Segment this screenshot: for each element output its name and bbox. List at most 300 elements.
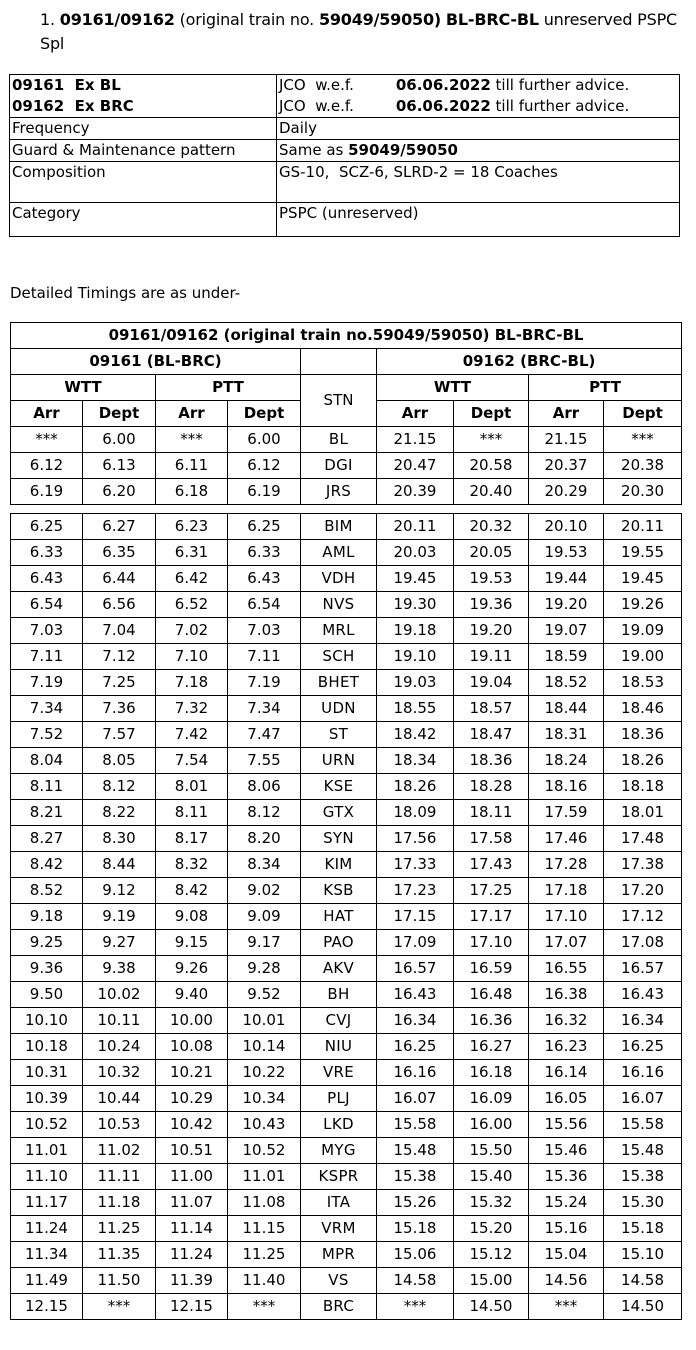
up-wtt-dept-cell: 7.57	[83, 722, 156, 748]
down-wtt-dept-cell: 16.59	[454, 956, 529, 982]
down-wtt-dept-cell: 20.40	[454, 479, 529, 505]
train-numbers: 09161/09162	[59, 10, 175, 29]
down-ptt-dept-cell: 17.48	[604, 826, 682, 852]
up-ptt-arr-cell: 7.54	[156, 748, 228, 774]
jco-tail-1: till further advice.	[495, 76, 630, 94]
up-ptt-arr-cell: 8.42	[156, 878, 228, 904]
up-ptt-dept-cell: 9.09	[228, 904, 301, 930]
down-wtt-dept-cell: 20.05	[454, 540, 529, 566]
down-ptt-dept-cell: 17.38	[604, 852, 682, 878]
down-wtt-dept-cell: 16.09	[454, 1086, 529, 1112]
down-wtt-arr-cell: 19.45	[377, 566, 454, 592]
up-ptt-dept-cell: 7.03	[228, 618, 301, 644]
up-wtt-dept-cell: 10.44	[83, 1086, 156, 1112]
up-wtt-arr-cell: 12.15	[11, 1294, 83, 1320]
station-cell: PLJ	[301, 1086, 377, 1112]
up-wtt-arr-cell: 11.01	[11, 1138, 83, 1164]
up-wtt-arr-cell: 6.25	[11, 514, 83, 540]
up-ptt-arr-cell: 6.52	[156, 592, 228, 618]
table-row	[11, 748, 682, 774]
down-ptt-dept-cell: 20.11	[604, 514, 682, 540]
station-cell: MPR	[301, 1242, 377, 1268]
down-ptt-dept-cell: 15.58	[604, 1112, 682, 1138]
down-ptt-arr-cell: 17.28	[529, 852, 604, 878]
down-ptt-arr-cell: 18.44	[529, 696, 604, 722]
station-cell: GTX	[301, 800, 377, 826]
up-wtt-arr-cell: 8.42	[11, 852, 83, 878]
down-wtt-dept-cell: 14.50	[454, 1294, 529, 1320]
down-wtt-dept-cell: 16.36	[454, 1008, 529, 1034]
down-ptt-arr-cell: 15.04	[529, 1242, 604, 1268]
down-ptt-dept-cell: 19.09	[604, 618, 682, 644]
up-wtt-dept-cell: 11.02	[83, 1138, 156, 1164]
guard-prefix: Same as	[279, 141, 344, 159]
station-cell: LKD	[301, 1112, 377, 1138]
up-wtt-dept-cell: 8.44	[83, 852, 156, 878]
arr-header: Arr	[11, 401, 83, 427]
down-ptt-arr-cell: 20.10	[529, 514, 604, 540]
down-wtt-arr-cell: 19.10	[377, 644, 454, 670]
up-wtt-arr-cell: 10.39	[11, 1086, 83, 1112]
up-wtt-dept-cell: 7.12	[83, 644, 156, 670]
up-wtt-dept-cell: 6.44	[83, 566, 156, 592]
station-cell: SYN	[301, 826, 377, 852]
down-ptt-dept-cell: 18.18	[604, 774, 682, 800]
down-ptt-arr-cell: 19.07	[529, 618, 604, 644]
down-ptt-arr-cell: 14.56	[529, 1268, 604, 1294]
up-wtt-arr-cell: 7.34	[11, 696, 83, 722]
up-ptt-arr-cell: 10.08	[156, 1034, 228, 1060]
station-cell: VS	[301, 1268, 377, 1294]
arr-header: Arr	[156, 401, 228, 427]
dept-header: Dept	[83, 401, 156, 427]
down-ptt-dept-cell: 19.00	[604, 644, 682, 670]
up-wtt-dept-cell: 10.32	[83, 1060, 156, 1086]
info-table	[9, 74, 680, 237]
down-wtt-dept-cell: 19.11	[454, 644, 529, 670]
down-ptt-dept-cell: 19.55	[604, 540, 682, 566]
down-wtt-arr-cell: 15.18	[377, 1216, 454, 1242]
station-cell: KSE	[301, 774, 377, 800]
down-ptt-dept-cell: 15.18	[604, 1216, 682, 1242]
up-ptt-arr-cell: 10.51	[156, 1138, 228, 1164]
down-ptt-arr-cell: 15.24	[529, 1190, 604, 1216]
up-wtt-arr-cell: 8.21	[11, 800, 83, 826]
up-wtt-dept-cell: 11.18	[83, 1190, 156, 1216]
station-cell: UDN	[301, 696, 377, 722]
up-ptt-arr-cell: 7.42	[156, 722, 228, 748]
category-label: Category	[10, 203, 277, 237]
up-wtt-arr-cell: 6.33	[11, 540, 83, 566]
down-wtt-dept-cell: 18.36	[454, 748, 529, 774]
up-wtt-arr-cell: 7.19	[11, 670, 83, 696]
down-ptt-arr-cell: 16.05	[529, 1086, 604, 1112]
up-ptt-dept-cell: 8.20	[228, 826, 301, 852]
table-row	[11, 1112, 682, 1138]
down-ptt-arr-cell: 20.37	[529, 453, 604, 479]
station-cell: NIU	[301, 1034, 377, 1060]
down-wtt-dept-cell: 15.12	[454, 1242, 529, 1268]
up-wtt-dept-cell: 10.53	[83, 1112, 156, 1138]
up-ptt-arr-cell: 7.10	[156, 644, 228, 670]
up-ptt-dept-cell: 8.12	[228, 800, 301, 826]
down-ptt-dept-cell: 16.34	[604, 1008, 682, 1034]
down-ptt-arr-cell: 15.46	[529, 1138, 604, 1164]
up-ptt-arr-cell: 11.00	[156, 1164, 228, 1190]
table-row	[11, 696, 682, 722]
up-ptt-dept-cell: 9.52	[228, 982, 301, 1008]
table-row	[11, 566, 682, 592]
down-ptt-arr-cell: 18.31	[529, 722, 604, 748]
down-ptt-dept-cell: 17.12	[604, 904, 682, 930]
up-ptt-dept-cell: 11.15	[228, 1216, 301, 1242]
down-ptt-dept-cell: 18.53	[604, 670, 682, 696]
down-ptt-dept-cell: 20.38	[604, 453, 682, 479]
down-ptt-arr-cell: 20.29	[529, 479, 604, 505]
up-wtt-arr-cell: 8.52	[11, 878, 83, 904]
ptt-header-1: PTT	[156, 375, 301, 401]
composition-value: GS-10, SCZ-6, SLRD-2 = 18 Coaches	[277, 162, 680, 203]
up-ptt-arr-cell: 11.39	[156, 1268, 228, 1294]
down-wtt-arr-cell: 21.15	[377, 427, 454, 453]
down-wtt-arr-cell: 16.34	[377, 1008, 454, 1034]
table-row	[11, 800, 682, 826]
up-wtt-arr-cell: 11.24	[11, 1216, 83, 1242]
up-ptt-arr-cell: 8.17	[156, 826, 228, 852]
down-wtt-dept-cell: 19.36	[454, 592, 529, 618]
up-wtt-dept-cell: 6.20	[83, 479, 156, 505]
down-ptt-arr-cell: 16.38	[529, 982, 604, 1008]
up-wtt-dept-cell: ***	[83, 1294, 156, 1320]
up-ptt-arr-cell: 6.42	[156, 566, 228, 592]
down-wtt-arr-cell: 16.43	[377, 982, 454, 1008]
up-ptt-dept-cell: 10.43	[228, 1112, 301, 1138]
down-wtt-arr-cell: 15.38	[377, 1164, 454, 1190]
up-wtt-arr-cell: 7.11	[11, 644, 83, 670]
up-ptt-arr-cell: 11.07	[156, 1190, 228, 1216]
down-wtt-arr-cell: 18.34	[377, 748, 454, 774]
up-ptt-dept-cell: 11.25	[228, 1242, 301, 1268]
direction-down: 09162 (BRC-BL)	[377, 349, 682, 375]
table-row	[11, 956, 682, 982]
up-wtt-dept-cell: 7.36	[83, 696, 156, 722]
down-ptt-dept-cell: 14.50	[604, 1294, 682, 1320]
direction-row	[11, 349, 682, 375]
category-value: PSPC (unreserved)	[277, 203, 680, 237]
up-wtt-dept-cell: 11.11	[83, 1164, 156, 1190]
down-ptt-arr-cell: 16.14	[529, 1060, 604, 1086]
down-wtt-arr-cell: 15.26	[377, 1190, 454, 1216]
up-wtt-dept-cell: 9.12	[83, 878, 156, 904]
down-wtt-dept-cell: 19.04	[454, 670, 529, 696]
up-ptt-dept-cell: 7.19	[228, 670, 301, 696]
up-ptt-dept-cell: 6.33	[228, 540, 301, 566]
up-wtt-arr-cell: ***	[11, 427, 83, 453]
down-wtt-dept-cell: 17.43	[454, 852, 529, 878]
down-wtt-dept-cell: 15.40	[454, 1164, 529, 1190]
table-row	[11, 453, 682, 479]
down-wtt-dept-cell: 15.00	[454, 1268, 529, 1294]
list-number: 1.	[40, 10, 55, 29]
timetable-title: 09161/09162 (original train no.59049/59050) BL-BRC-BL	[11, 323, 682, 349]
down-ptt-arr-cell: ***	[529, 1294, 604, 1320]
up-ptt-dept-cell: 10.01	[228, 1008, 301, 1034]
down-wtt-dept-cell: 18.11	[454, 800, 529, 826]
down-wtt-dept-cell: 17.10	[454, 930, 529, 956]
dept-header: Dept	[228, 401, 301, 427]
up-ptt-arr-cell: 10.00	[156, 1008, 228, 1034]
up-ptt-arr-cell: ***	[156, 427, 228, 453]
down-ptt-arr-cell: 19.44	[529, 566, 604, 592]
down-wtt-arr-cell: 15.06	[377, 1242, 454, 1268]
station-cell: MRL	[301, 618, 377, 644]
up-wtt-dept-cell: 6.13	[83, 453, 156, 479]
up-wtt-dept-cell: 8.05	[83, 748, 156, 774]
down-wtt-arr-cell: 17.15	[377, 904, 454, 930]
up-wtt-arr-cell: 11.49	[11, 1268, 83, 1294]
station-cell: BH	[301, 982, 377, 1008]
route: BL-BRC-BL	[445, 10, 539, 29]
train-1-label: 09161 Ex BL	[12, 76, 121, 94]
up-wtt-dept-cell: 8.12	[83, 774, 156, 800]
station-cell: VRE	[301, 1060, 377, 1086]
table-row	[11, 427, 682, 453]
up-ptt-dept-cell: 7.55	[228, 748, 301, 774]
info-row-guard	[10, 140, 680, 162]
down-ptt-dept-cell: 14.58	[604, 1268, 682, 1294]
down-wtt-arr-cell: 20.39	[377, 479, 454, 505]
up-ptt-dept-cell: 9.28	[228, 956, 301, 982]
up-ptt-dept-cell: ***	[228, 1294, 301, 1320]
table-row	[11, 1190, 682, 1216]
down-ptt-dept-cell: 20.30	[604, 479, 682, 505]
down-wtt-dept-cell: 15.32	[454, 1190, 529, 1216]
original-prefix: (original train no.	[179, 10, 315, 29]
down-ptt-dept-cell: ***	[604, 427, 682, 453]
up-wtt-dept-cell: 10.02	[83, 982, 156, 1008]
up-ptt-dept-cell: 9.17	[228, 930, 301, 956]
station-cell: PAO	[301, 930, 377, 956]
down-wtt-dept-cell: 16.18	[454, 1060, 529, 1086]
station-cell: NVS	[301, 592, 377, 618]
table-row	[11, 1008, 682, 1034]
down-wtt-arr-cell: 20.47	[377, 453, 454, 479]
up-ptt-dept-cell: 10.22	[228, 1060, 301, 1086]
up-wtt-dept-cell: 11.25	[83, 1216, 156, 1242]
table-row	[11, 930, 682, 956]
wtt-header-1: WTT	[11, 375, 156, 401]
down-ptt-arr-cell: 18.16	[529, 774, 604, 800]
station-cell: BHET	[301, 670, 377, 696]
up-ptt-dept-cell: 6.12	[228, 453, 301, 479]
up-wtt-arr-cell: 9.36	[11, 956, 83, 982]
down-ptt-dept-cell: 16.16	[604, 1060, 682, 1086]
station-cell: KSB	[301, 878, 377, 904]
down-wtt-arr-cell: 16.16	[377, 1060, 454, 1086]
down-wtt-dept-cell: 17.17	[454, 904, 529, 930]
station-cell: KIM	[301, 852, 377, 878]
station-cell: SCH	[301, 644, 377, 670]
down-ptt-dept-cell: 15.38	[604, 1164, 682, 1190]
up-ptt-dept-cell: 11.40	[228, 1268, 301, 1294]
up-wtt-arr-cell: 6.12	[11, 453, 83, 479]
up-wtt-dept-cell: 10.11	[83, 1008, 156, 1034]
table-row	[11, 1086, 682, 1112]
table-row	[11, 1138, 682, 1164]
down-wtt-dept-cell: 19.20	[454, 618, 529, 644]
up-ptt-arr-cell: 8.32	[156, 852, 228, 878]
table-row	[11, 1216, 682, 1242]
up-ptt-dept-cell: 7.34	[228, 696, 301, 722]
table-row	[11, 852, 682, 878]
station-header: STN	[301, 375, 377, 427]
up-wtt-arr-cell: 6.43	[11, 566, 83, 592]
station-cell: AML	[301, 540, 377, 566]
down-ptt-dept-cell: 18.26	[604, 748, 682, 774]
station-cell: VRM	[301, 1216, 377, 1242]
train-2-label: 09162 Ex BRC	[12, 97, 134, 115]
dept-header: Dept	[454, 401, 529, 427]
up-ptt-arr-cell: 6.18	[156, 479, 228, 505]
composition-label: Composition	[10, 162, 277, 203]
table-row	[11, 592, 682, 618]
up-ptt-arr-cell: 12.15	[156, 1294, 228, 1320]
up-wtt-arr-cell: 11.17	[11, 1190, 83, 1216]
down-wtt-dept-cell: 18.28	[454, 774, 529, 800]
tt-type-row	[11, 375, 682, 401]
table-row	[11, 1034, 682, 1060]
up-wtt-arr-cell: 11.10	[11, 1164, 83, 1190]
up-wtt-dept-cell: 6.00	[83, 427, 156, 453]
table-row	[11, 1060, 682, 1086]
station-cell: AKV	[301, 956, 377, 982]
down-ptt-arr-cell: 16.32	[529, 1008, 604, 1034]
arr-header: Arr	[377, 401, 454, 427]
up-ptt-dept-cell: 9.02	[228, 878, 301, 904]
down-wtt-arr-cell: 17.56	[377, 826, 454, 852]
table-row	[11, 774, 682, 800]
down-wtt-arr-cell: 20.11	[377, 514, 454, 540]
up-wtt-dept-cell: 7.04	[83, 618, 156, 644]
down-wtt-arr-cell: 16.07	[377, 1086, 454, 1112]
up-ptt-dept-cell: 6.54	[228, 592, 301, 618]
jco-date-2: 06.06.2022	[395, 97, 491, 115]
guard-value-cell	[277, 140, 680, 162]
down-ptt-dept-cell: 18.36	[604, 722, 682, 748]
station-cell: BRC	[301, 1294, 377, 1320]
down-wtt-arr-cell: 17.09	[377, 930, 454, 956]
direction-spacer	[301, 349, 377, 375]
up-ptt-dept-cell: 10.34	[228, 1086, 301, 1112]
down-wtt-arr-cell: 15.58	[377, 1112, 454, 1138]
down-ptt-dept-cell: 15.30	[604, 1190, 682, 1216]
down-ptt-dept-cell: 16.57	[604, 956, 682, 982]
table-row	[11, 1294, 682, 1320]
up-ptt-dept-cell: 8.06	[228, 774, 301, 800]
down-ptt-dept-cell: 15.10	[604, 1242, 682, 1268]
down-wtt-arr-cell: ***	[377, 1294, 454, 1320]
up-wtt-dept-cell: 11.50	[83, 1268, 156, 1294]
table-row	[11, 644, 682, 670]
up-ptt-dept-cell: 11.01	[228, 1164, 301, 1190]
dept-header: Dept	[604, 401, 682, 427]
up-ptt-arr-cell: 10.42	[156, 1112, 228, 1138]
down-wtt-dept-cell: 18.47	[454, 722, 529, 748]
table-row	[11, 904, 682, 930]
down-ptt-arr-cell: 19.53	[529, 540, 604, 566]
table-row	[11, 670, 682, 696]
down-ptt-arr-cell: 16.23	[529, 1034, 604, 1060]
jco-1: JCO w.e.f.	[279, 76, 354, 94]
up-ptt-dept-cell: 8.34	[228, 852, 301, 878]
jco-date-1: 06.06.2022	[395, 76, 491, 94]
wtt-header-2: WTT	[377, 375, 529, 401]
table-row	[11, 1164, 682, 1190]
station-cell: VDH	[301, 566, 377, 592]
station-cell: ST	[301, 722, 377, 748]
up-ptt-arr-cell: 10.21	[156, 1060, 228, 1086]
down-ptt-arr-cell: 17.10	[529, 904, 604, 930]
up-wtt-dept-cell: 9.27	[83, 930, 156, 956]
up-wtt-dept-cell: 7.25	[83, 670, 156, 696]
up-wtt-dept-cell: 8.30	[83, 826, 156, 852]
up-ptt-dept-cell: 10.14	[228, 1034, 301, 1060]
up-wtt-dept-cell: 6.35	[83, 540, 156, 566]
timetable	[10, 322, 682, 1320]
station-cell: BIM	[301, 514, 377, 540]
down-ptt-arr-cell: 18.59	[529, 644, 604, 670]
down-ptt-arr-cell: 15.56	[529, 1112, 604, 1138]
up-ptt-arr-cell: 6.31	[156, 540, 228, 566]
down-wtt-arr-cell: 18.09	[377, 800, 454, 826]
up-ptt-arr-cell: 7.02	[156, 618, 228, 644]
section-heading	[40, 8, 680, 56]
station-cell: DGI	[301, 453, 377, 479]
up-wtt-arr-cell: 7.03	[11, 618, 83, 644]
up-ptt-arr-cell: 7.18	[156, 670, 228, 696]
ptt-header-2: PTT	[529, 375, 682, 401]
table-row	[11, 618, 682, 644]
info-jco-cell	[277, 75, 680, 118]
station-cell: JRS	[301, 479, 377, 505]
station-cell: CVJ	[301, 1008, 377, 1034]
table-gap	[11, 505, 682, 514]
up-wtt-arr-cell: 8.04	[11, 748, 83, 774]
guard-label: Guard & Maintenance pattern	[10, 140, 277, 162]
table-row	[11, 1268, 682, 1294]
down-wtt-dept-cell: 16.48	[454, 982, 529, 1008]
direction-up: 09161 (BL-BRC)	[11, 349, 301, 375]
up-wtt-arr-cell: 9.25	[11, 930, 83, 956]
down-wtt-dept-cell: 20.32	[454, 514, 529, 540]
down-wtt-arr-cell: 18.42	[377, 722, 454, 748]
down-ptt-dept-cell: 18.46	[604, 696, 682, 722]
down-ptt-dept-cell: 19.26	[604, 592, 682, 618]
arr-header: Arr	[529, 401, 604, 427]
down-ptt-dept-cell: 15.48	[604, 1138, 682, 1164]
up-wtt-arr-cell: 10.52	[11, 1112, 83, 1138]
down-ptt-arr-cell: 18.24	[529, 748, 604, 774]
down-wtt-arr-cell: 17.33	[377, 852, 454, 878]
down-wtt-arr-cell: 17.23	[377, 878, 454, 904]
down-wtt-dept-cell: 15.20	[454, 1216, 529, 1242]
down-wtt-arr-cell: 19.30	[377, 592, 454, 618]
table-row	[11, 826, 682, 852]
up-ptt-arr-cell: 10.29	[156, 1086, 228, 1112]
up-ptt-arr-cell: 6.23	[156, 514, 228, 540]
down-ptt-dept-cell: 16.25	[604, 1034, 682, 1060]
up-ptt-arr-cell: 9.26	[156, 956, 228, 982]
